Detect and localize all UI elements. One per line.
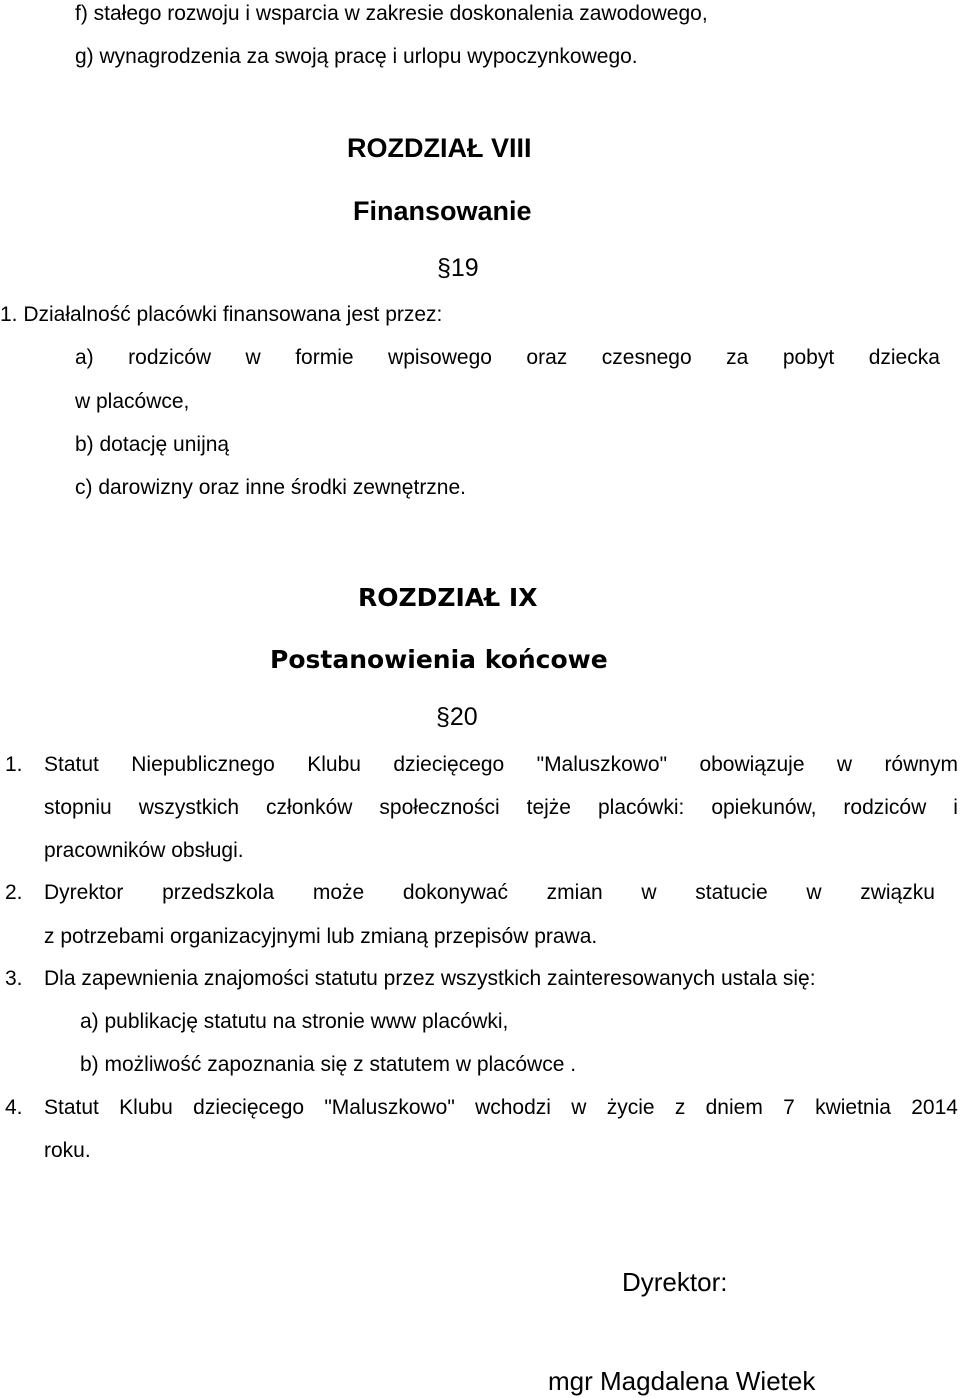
word: w (245, 346, 261, 369)
word: Niepublicznego (131, 753, 275, 776)
point-1-number: 1. (5, 753, 23, 776)
word: Statut (44, 1096, 99, 1119)
point-2-line-1 (44, 880, 935, 906)
word: opiekunów, (711, 796, 817, 819)
word: Klubu (307, 753, 361, 776)
word: dziecięcego (193, 1096, 305, 1119)
point-1-line-1 (44, 752, 958, 778)
word: 2014 (911, 1096, 958, 1119)
point-4-line-1 (44, 1095, 958, 1121)
financing-intro: 1. Działalność placówki finansowana jest przez: (0, 303, 443, 326)
word: dziecka (868, 346, 940, 369)
word: Klubu (119, 1096, 173, 1119)
word: w (806, 881, 822, 904)
signature-role: Dyrektor: (622, 1267, 728, 1297)
point-3-item-b: b) możliwość zapoznania się z statutem w placówce . (80, 1053, 577, 1076)
word: z (674, 1096, 686, 1119)
point-2-number: 2. (5, 881, 23, 904)
point-4-line-2: roku. (44, 1139, 91, 1162)
word: równym (884, 753, 958, 776)
paragraph-19-heading: §19 (437, 254, 479, 282)
list-item-g: g) wynagrodzenia za swoją pracę i urlopu wypoczynkowego. (75, 45, 638, 68)
word: a) (75, 346, 94, 369)
financing-item-b: b) dotację unijną (75, 433, 230, 456)
word: zmian (546, 881, 603, 904)
list-item-f: f) stałego rozwoju i wsparcia w zakresie doskonalenia zawodowego, (75, 2, 708, 25)
word: rodziców (843, 796, 927, 819)
word: placówki: (597, 796, 685, 819)
word: czesnego (601, 346, 692, 369)
word: statucie (695, 881, 768, 904)
word: wchodzi (475, 1096, 551, 1119)
word: oraz (526, 346, 568, 369)
word: formie (295, 346, 354, 369)
word: Dyrektor (44, 881, 124, 904)
word: obowiązuje (699, 753, 805, 776)
word: dniem (705, 1096, 763, 1119)
point-3-number: 3. (5, 967, 23, 990)
word: za (726, 346, 749, 369)
word: związku (860, 881, 935, 904)
paragraph-20-heading: §20 (436, 703, 478, 731)
word: życie (606, 1096, 655, 1119)
word: "Maluszkowo" (324, 1096, 455, 1119)
word: dziecięcego (393, 753, 505, 776)
chapter-ix-subtitle: Postanowienia końcowe (270, 645, 608, 674)
word: kwietnia (815, 1096, 891, 1119)
word: przedszkola (162, 881, 275, 904)
point-1-line-2 (44, 795, 958, 821)
chapter-ix-title: ROZDZIAŁ IX (358, 583, 538, 612)
word: w (641, 881, 657, 904)
word: w (836, 753, 853, 776)
point-3-item-a: a) publikację statutu na stronie www placówki, (80, 1010, 509, 1033)
financing-item-c: c) darowizny oraz inne środki zewnętrzne. (75, 476, 467, 499)
chapter-viii-subtitle: Finansowanie (353, 196, 532, 226)
financing-item-a-continued: w placówce, (75, 390, 190, 413)
word: i (953, 796, 958, 819)
word: "Maluszkowo" (536, 753, 668, 776)
word: członków (266, 796, 353, 819)
financing-item-a (75, 345, 940, 371)
word: 7 (783, 1096, 795, 1119)
point-4-number: 4. (5, 1096, 23, 1119)
point-1-line-3: pracowników obsługi. (44, 839, 244, 862)
word: stopniu (44, 796, 112, 819)
word: tejże (526, 796, 571, 819)
word: może (312, 881, 365, 904)
word: rodziców (128, 346, 212, 369)
chapter-viii-title: ROZDZIAŁ VIII (347, 133, 532, 163)
word: społeczności (379, 796, 500, 819)
signature-name: mgr Magdalena Wietek (548, 1366, 816, 1396)
word: Statut (44, 753, 99, 776)
word: w (571, 1096, 587, 1119)
word: dokonywać (402, 881, 508, 904)
word: pobyt (782, 346, 835, 369)
word: wpisowego (388, 346, 492, 369)
point-2-line-2: z potrzebami organizacyjnymi lub zmianą przepisów prawa. (44, 925, 598, 948)
word: wszystkich (138, 796, 240, 819)
point-3-line-1: Dla zapewnienia znajomości statutu przez wszystkich zainteresowanych ustala się: (44, 967, 816, 990)
